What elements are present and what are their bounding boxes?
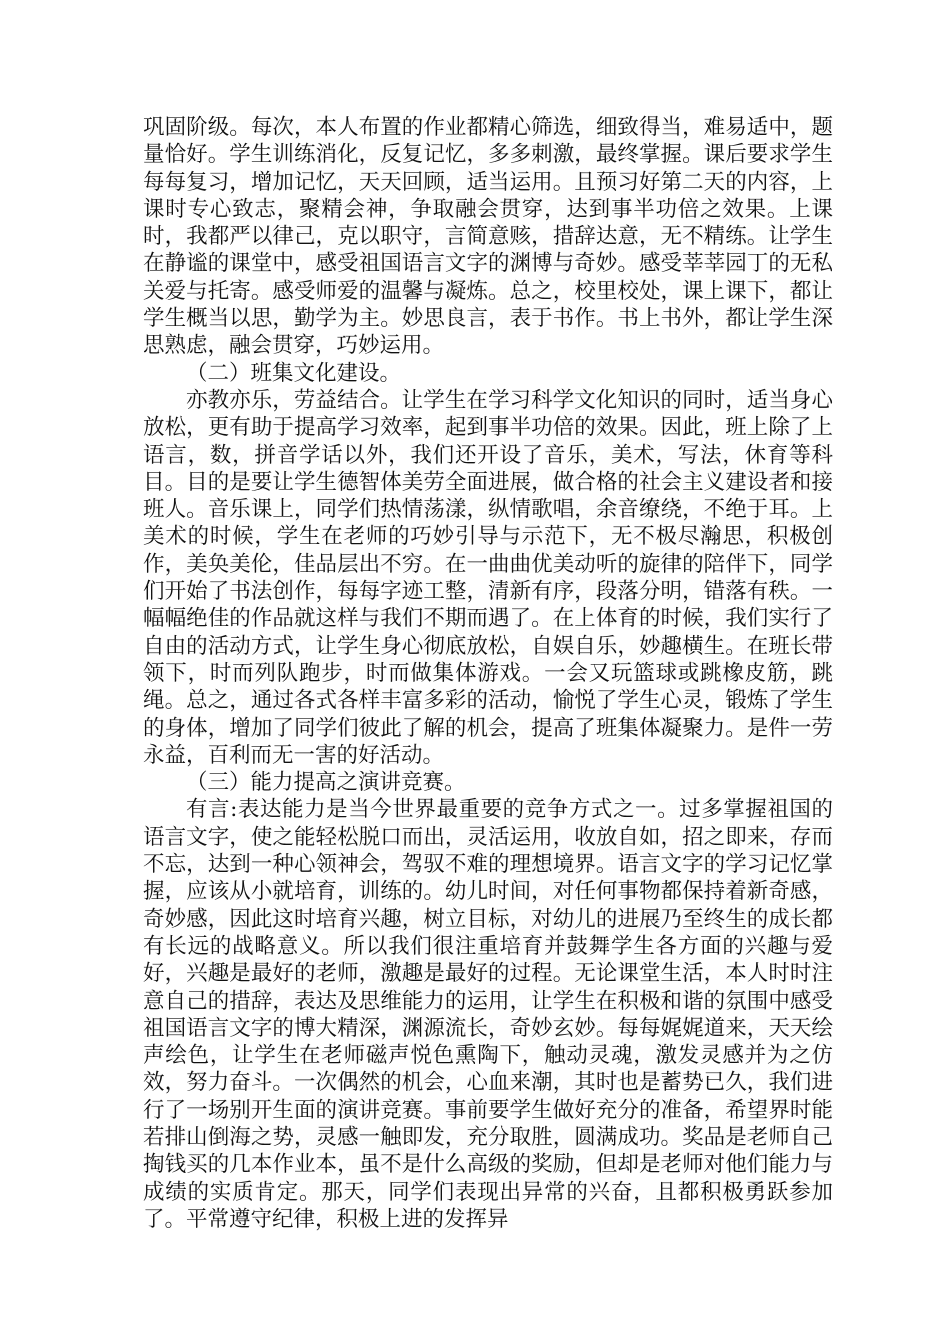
section-heading-3: （三）能力提高之演讲竞赛。 [186, 770, 466, 796]
paragraph-2: 亦教亦乐，劳益结合。让学生在学习科学文化知识的同时，适当身心放松，更有助于提高学习效率，起到事半功倍的效果。因此，班上除了上语言，数，拼音学话以外，我们还开设了音乐，美术，写法，休育等科目。目的是要让学生德智体美劳全面进展，做合格的社会主义建设者和接班人。音乐课上，同学们热情荡漾，纵情歌唱，余音缭绕，不绝于耳。上美术的时候，学生在老师的巧妙引导与示范下，无不极尽瀚思，积极创作，美奂美伦，佳品层出不穷。在一曲曲优美动听的旋律的陪伴下，同学们开始了书法创作，每每字迹工整，清新有序，段落分明，错落有秩。一幅幅绝佳的作品就这样与我们不期而遇了。在上体育的时候，我们实行了自由的活动方式，让学生身心彻底放松，自娱自乐，妙趣横生。在班长带领下，时而列队跑步，时而做集体游戏。一会又玩篮球或跳橡皮筋，跳绳。总之，通过各式各样丰富多彩的活动，愉悦了学生心灵，锻炼了学生的身体，增加了同学们彼此了解的机会，提高了班集体凝聚力。是件一劳永益，百利而无一害的好活动。 [143, 387, 833, 768]
paragraph-3: 有言:表达能力是当今世界最重要的竞争方式之一。过多掌握祖国的语言文字，使之能轻松脱口而出，灵活运用，收放自如，招之即来，存而不忘，达到一种心领神会，驾驭不难的理想境界。语言文字的学习记忆掌握，应该从小就培育，训练的。幼儿时间，对任何事物都保持着新奇感，奇妙感，因此这时培育兴趣，树立目标，对幼儿的进展乃至终生的成长都有长远的战略意义。所以我们很注重培育并鼓舞学生各方面的兴趣与爱好，兴趣是最好的老师，激趣是最好的过程。无论课堂生活，本人时时注意自己的措辞，表达及思维能力的运用，让学生在积极和谐的氛围中感受祖国语言文字的博大精深，渊源流长，奇妙玄妙。每每娓娓道来，天天绘声绘色，让学生在老师磁声悦色熏陶下，触动灵魂，激发灵感并为之仿效，努力奋斗。一次偶然的机会，心血来潮，其时也是蓄势已久，我们进行了一场别开生面的演讲竞赛。事前要学生做好充分的准备，希望界时能若排山倒海之势，灵感一触即发，充分取胜，圆满成功。奖品是老师自己掏钱买的几本作业本，虽不是什么高级的奖励，但却是老师对他们能力与成绩的实质肯定。那天，同学们表现出异常的兴奋，且都积极勇跃参加了。平常遵守纪律，积极上进的发挥异 [143, 797, 833, 1232]
document-page [143, 114, 833, 1233]
paragraph-1: 巩固阶级。每次，本人布置的作业都精心筛选，细致得当，难易适中，题量恰好。学生训练消化，反复记忆，多多刺激，最终掌握。课后要求学生每每复习，增加记忆，天天回顾，适当运用。且预习好第二天的内容，上课时专心致志，聚精会神，争取融会贯穿，达到事半功倍之效果。上课时，我都严以律己，克以职守，言简意赅，措辞达意，无不精练。让学生在静谧的课堂中，感受祖国语言文字的渊博与奇妙。感受莘莘园丁的无私关爱与托寄。感受师爱的温馨与凝炼。总之，校里校处，课上课下，都让学生概当以思，勤学为主。妙思良言，表于书作。书上书外，都让学生深思熟虑，融会贯穿，巧妙运用。 [143, 115, 833, 359]
section-heading-2: （二）班集文化建设。 [186, 360, 402, 386]
